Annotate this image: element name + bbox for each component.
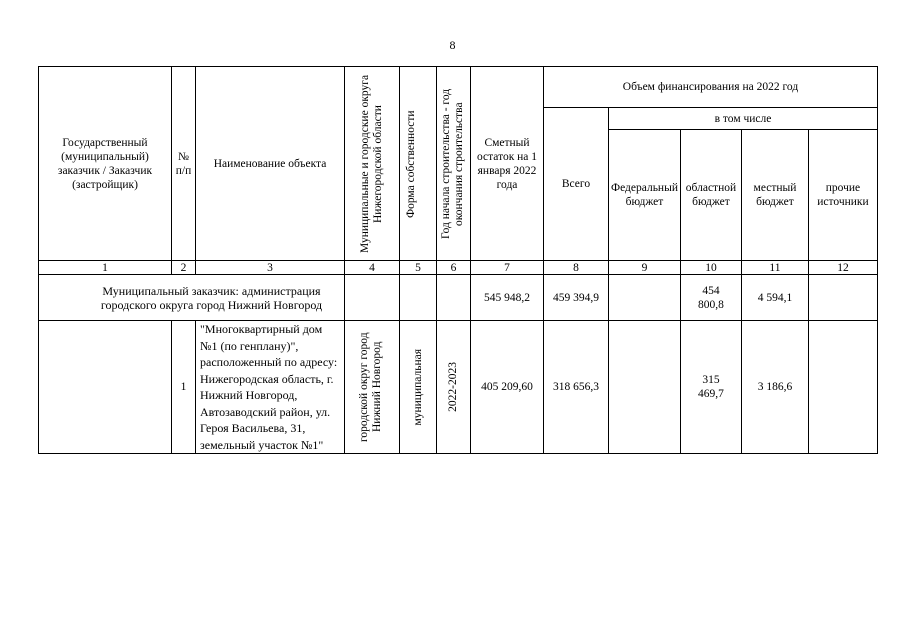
header-local: местный бюджет bbox=[741, 130, 808, 261]
column-number: 4 bbox=[345, 261, 400, 275]
ownership-cell bbox=[400, 275, 437, 321]
customer-cell: Муниципальный заказчик: администрация городского округа город Нижний Новгород bbox=[39, 275, 345, 321]
object-name-cell: "Многоквартирный дом №1 (по генплану)", расположенный по адресу: Нижегородская область, г. Нижний Новгород, Автозаводский район, ул. Героя Васильева, 31, земельный участок №1" bbox=[196, 321, 345, 454]
header-total: Всего bbox=[544, 108, 609, 261]
column-number: 6 bbox=[437, 261, 471, 275]
header-number: № п/п bbox=[172, 67, 196, 261]
table-row bbox=[39, 321, 878, 454]
table-row bbox=[39, 275, 878, 321]
municipality-cell bbox=[345, 275, 400, 321]
estimate-balance-cell: 405 209,60 bbox=[471, 321, 544, 454]
header-customer: Государственный (муниципальный) заказчик / Заказчик (застройщик) bbox=[39, 67, 172, 261]
financing-table bbox=[38, 66, 878, 454]
column-number: 3 bbox=[196, 261, 345, 275]
column-number: 9 bbox=[609, 261, 681, 275]
column-number: 1 bbox=[39, 261, 172, 275]
header-funding-2022: Объем финансирования на 2022 год bbox=[544, 67, 878, 108]
column-numbers-row bbox=[39, 261, 878, 275]
other-cell bbox=[808, 275, 877, 321]
header-federal: Федеральный бюджет bbox=[609, 130, 681, 261]
header-including: в том числе bbox=[609, 108, 878, 130]
header-estimate-balance: Сметный остаток на 1 января 2022 года bbox=[471, 67, 544, 261]
regional-cell: 454 800,8 bbox=[680, 275, 741, 321]
federal-cell bbox=[609, 321, 681, 454]
total-cell: 459 394,9 bbox=[544, 275, 609, 321]
column-number: 5 bbox=[400, 261, 437, 275]
customer-cell bbox=[39, 321, 172, 454]
header-municipality: Муниципальные и городские округа Нижегородской области bbox=[345, 67, 400, 261]
municipality-cell: городской округ город Нижний Новгород bbox=[345, 321, 400, 454]
header-ownership: Форма собственности bbox=[400, 67, 437, 261]
years-cell: 2022-2023 bbox=[437, 321, 471, 454]
estimate-balance-cell: 545 948,2 bbox=[471, 275, 544, 321]
other-cell bbox=[808, 321, 877, 454]
column-number: 12 bbox=[808, 261, 877, 275]
header-regional: областной бюджет bbox=[680, 130, 741, 261]
header-object-name: Наименование объекта bbox=[196, 67, 345, 261]
column-number: 7 bbox=[471, 261, 544, 275]
header-other: прочие источники bbox=[808, 130, 877, 261]
years-cell bbox=[437, 275, 471, 321]
column-number: 10 bbox=[680, 261, 741, 275]
federal-cell bbox=[609, 275, 681, 321]
page-number: 8 bbox=[449, 38, 456, 52]
total-cell: 318 656,3 bbox=[544, 321, 609, 454]
local-cell: 3 186,6 bbox=[741, 321, 808, 454]
local-cell: 4 594,1 bbox=[741, 275, 808, 321]
column-number: 8 bbox=[544, 261, 609, 275]
regional-cell: 315 469,7 bbox=[680, 321, 741, 454]
number-cell: 1 bbox=[172, 321, 196, 454]
column-number: 2 bbox=[172, 261, 196, 275]
header-years: Год начала строительства - год окончания строительства bbox=[437, 67, 471, 261]
ownership-cell: муниципальная bbox=[400, 321, 437, 454]
column-number: 11 bbox=[741, 261, 808, 275]
